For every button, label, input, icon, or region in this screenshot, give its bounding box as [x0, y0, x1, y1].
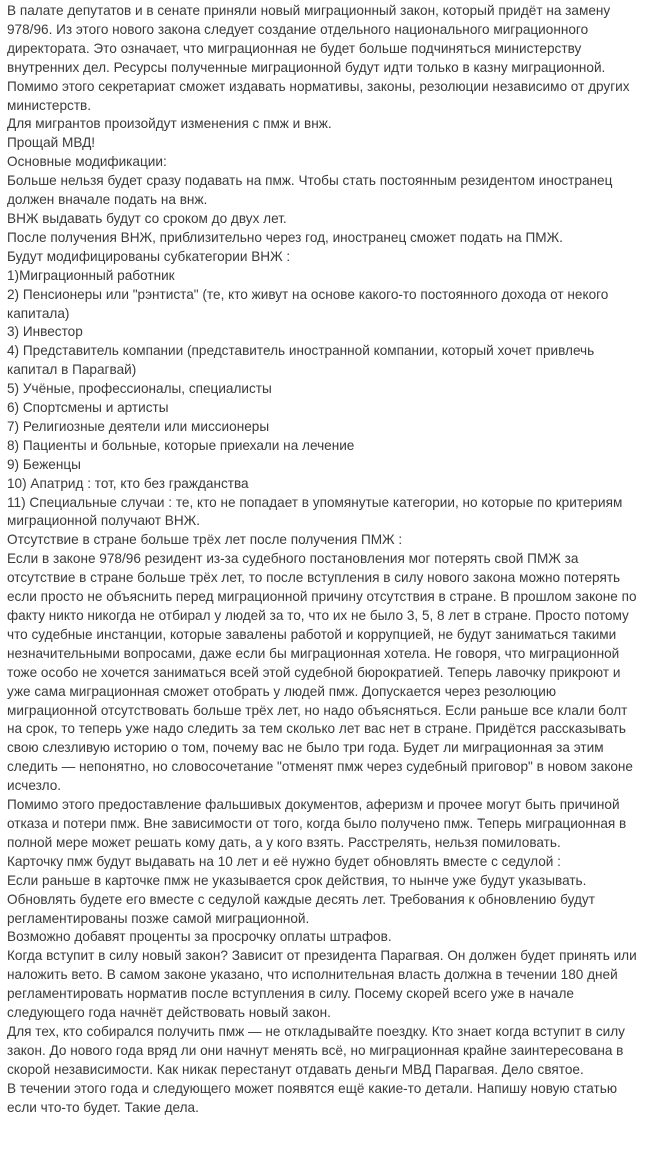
- paragraph-after-vnzh: После получения ВНЖ, приблизительно через год, иностранец сможет подать на ПМЖ.: [7, 229, 563, 245]
- paragraph-fines: Возможно добавят проценты за просрочку оплаты штрафов.: [7, 929, 392, 945]
- paragraph-fraud: Помимо этого предоставление фальшивых документов, аферизм и прочее могут быть причиной отказа и потери пмж. Вне зависимости от того, когда было получено пмж. Теперь миграционная в полной мере может решать кому дать, а у кого взять. Расстрелять, нельзя помиловать.: [7, 797, 627, 850]
- list-item: 5) Учёные, профессионалы, специалисты: [7, 381, 272, 397]
- paragraph-farewell: Прощай МВД!: [7, 135, 96, 151]
- paragraph-card: Если раньше в карточке пмж не указывается срок действия, то нынче уже будут указывать. Обновлять будете его вместе с седулой каждые десять лет. Требования к обновлению будут регламентированы позже самой миграционной.: [7, 872, 595, 926]
- list-item: 2) Пенсионеры или "рэнтиста" (те, кто живут на основе какого-то постоянного дохода от некого капитала): [7, 286, 609, 321]
- section-heading-card: Карточку пмж будут выдавать на 10 лет и её нужно будет обновлять вместе с седулой :: [7, 853, 561, 869]
- list-item: 11) Специальные случаи : те, кто не попадает в упомянутые категории, но которые по критериям миграционной получают ВНЖ.: [7, 494, 623, 529]
- list-item: 6) Спортсмены и артисты: [7, 400, 169, 416]
- list-item: 3) Инвестор: [7, 324, 83, 340]
- paragraph-when: Когда вступит в силу новый закон? Зависит от президента Парагвая. Он должен будет принять или наложить вето. В самом законе указано, что исполнительная власть должна в течении 180 дней регламентировать норматив после вступления в силу. Посему скорей всего уже в начале следующего года начнёт действовать новый закон.: [7, 948, 637, 1021]
- list-item: 9) Беженцы: [7, 456, 81, 472]
- paragraph-advice: Для тех, кто собирался получить пмж — не откладывайте поездку. Кто знает когда вступит в силу закон. До нового года вряд ли они начнут менять всё, но миграционная крайне заинтересована в скорой независимости. Как никак перестанут отдавать деньги МВД Парагвая. Дело святое.: [7, 1023, 625, 1077]
- list-item: 8) Пациенты и больные, которые приехали на лечение: [7, 437, 355, 453]
- paragraph-changes: Для мигрантов произойдут изменения с пмж и внж.: [7, 116, 332, 132]
- paragraph-intro: В палате депутатов и в сенате приняли новый миграционный закон, который придёт на замену 978/96. Из этого нового закона следует создание отдельного национального миграционного директората. Это означает, что миграционная не будет больше подчиняться министерству внутренних дел. Ресурсы полученные миграционной будут идти только в казну миграционной. Помимо этого секретариат сможет издавать нормативы, законы, резолюции независимо от других министерств.: [7, 3, 630, 113]
- list-item: 4) Представитель компании (представитель иностранной компании, который хочет привлечь капитал в Парагвай): [7, 343, 595, 378]
- list-item: 7) Религиозные деятели или миссионеры: [7, 418, 270, 434]
- section-heading-absence: Отсутствие в стране больше трёх лет после получения ПМЖ :: [7, 532, 403, 548]
- paragraph-vnzh-term: ВНЖ выдавать будут со сроком до двух лет.: [7, 210, 287, 226]
- section-heading-modifications: Основные модификации:: [7, 154, 167, 170]
- paragraph-subcategories-heading: Будут модифицированы субкатегории ВНЖ :: [7, 248, 291, 264]
- list-item: 10) Апатрид : тот, кто без гражданства: [7, 475, 249, 491]
- paragraph-absence: Если в законе 978/96 резидент из-за судебного постановления мог потерять свой ПМЖ за отсутствие в стране больше трёх лет, то после вступления в силу нового закона можно потерять если просто не объяснить перед миграционной причину отсутствия в стране. В прошлом законе по факту никто никогда не отбирал у людей за то, что их не было 3, 5, 8 лет в стране. Просто потому что судебные инстанции, которые завалены работой и коррупцией, не будут заниматься такими незначительными вопросами, даже если бы миграционная хотела. Не говоря, что миграционной тоже особо не хочется заниматься всей этой судебной бюрократией. Теперь лавочку прикроют и уже сама миграционная сможет отобрать у людей пмж. Допускается через резолюцию миграционной отсутствовать больше трёх лет, но надо объясняться. Если раньше все клали болт на срок, то теперь уже надо следить за тем сколько лет вас нет в стране. Придётся рассказывать свою слезливую историю о том, почему вас не было три года. Будет ли миграционная за этим следить — непонятно, но словосочетание "отменят пмж через судебный приговор" в новом законе исчезло.: [7, 551, 637, 794]
- paragraph-closing: В течении этого года и следующего может появятся ещё какие-то детали. Напишу новую статью если что-то будет. Такие дела.: [7, 1080, 618, 1115]
- paragraph-pmzh-rule: Больше нельзя будет сразу подавать на пмж. Чтобы стать постоянным резидентом иностранец должен вначале подать на внж.: [7, 173, 613, 208]
- list-item: 1)Миграционный работник: [7, 267, 175, 283]
